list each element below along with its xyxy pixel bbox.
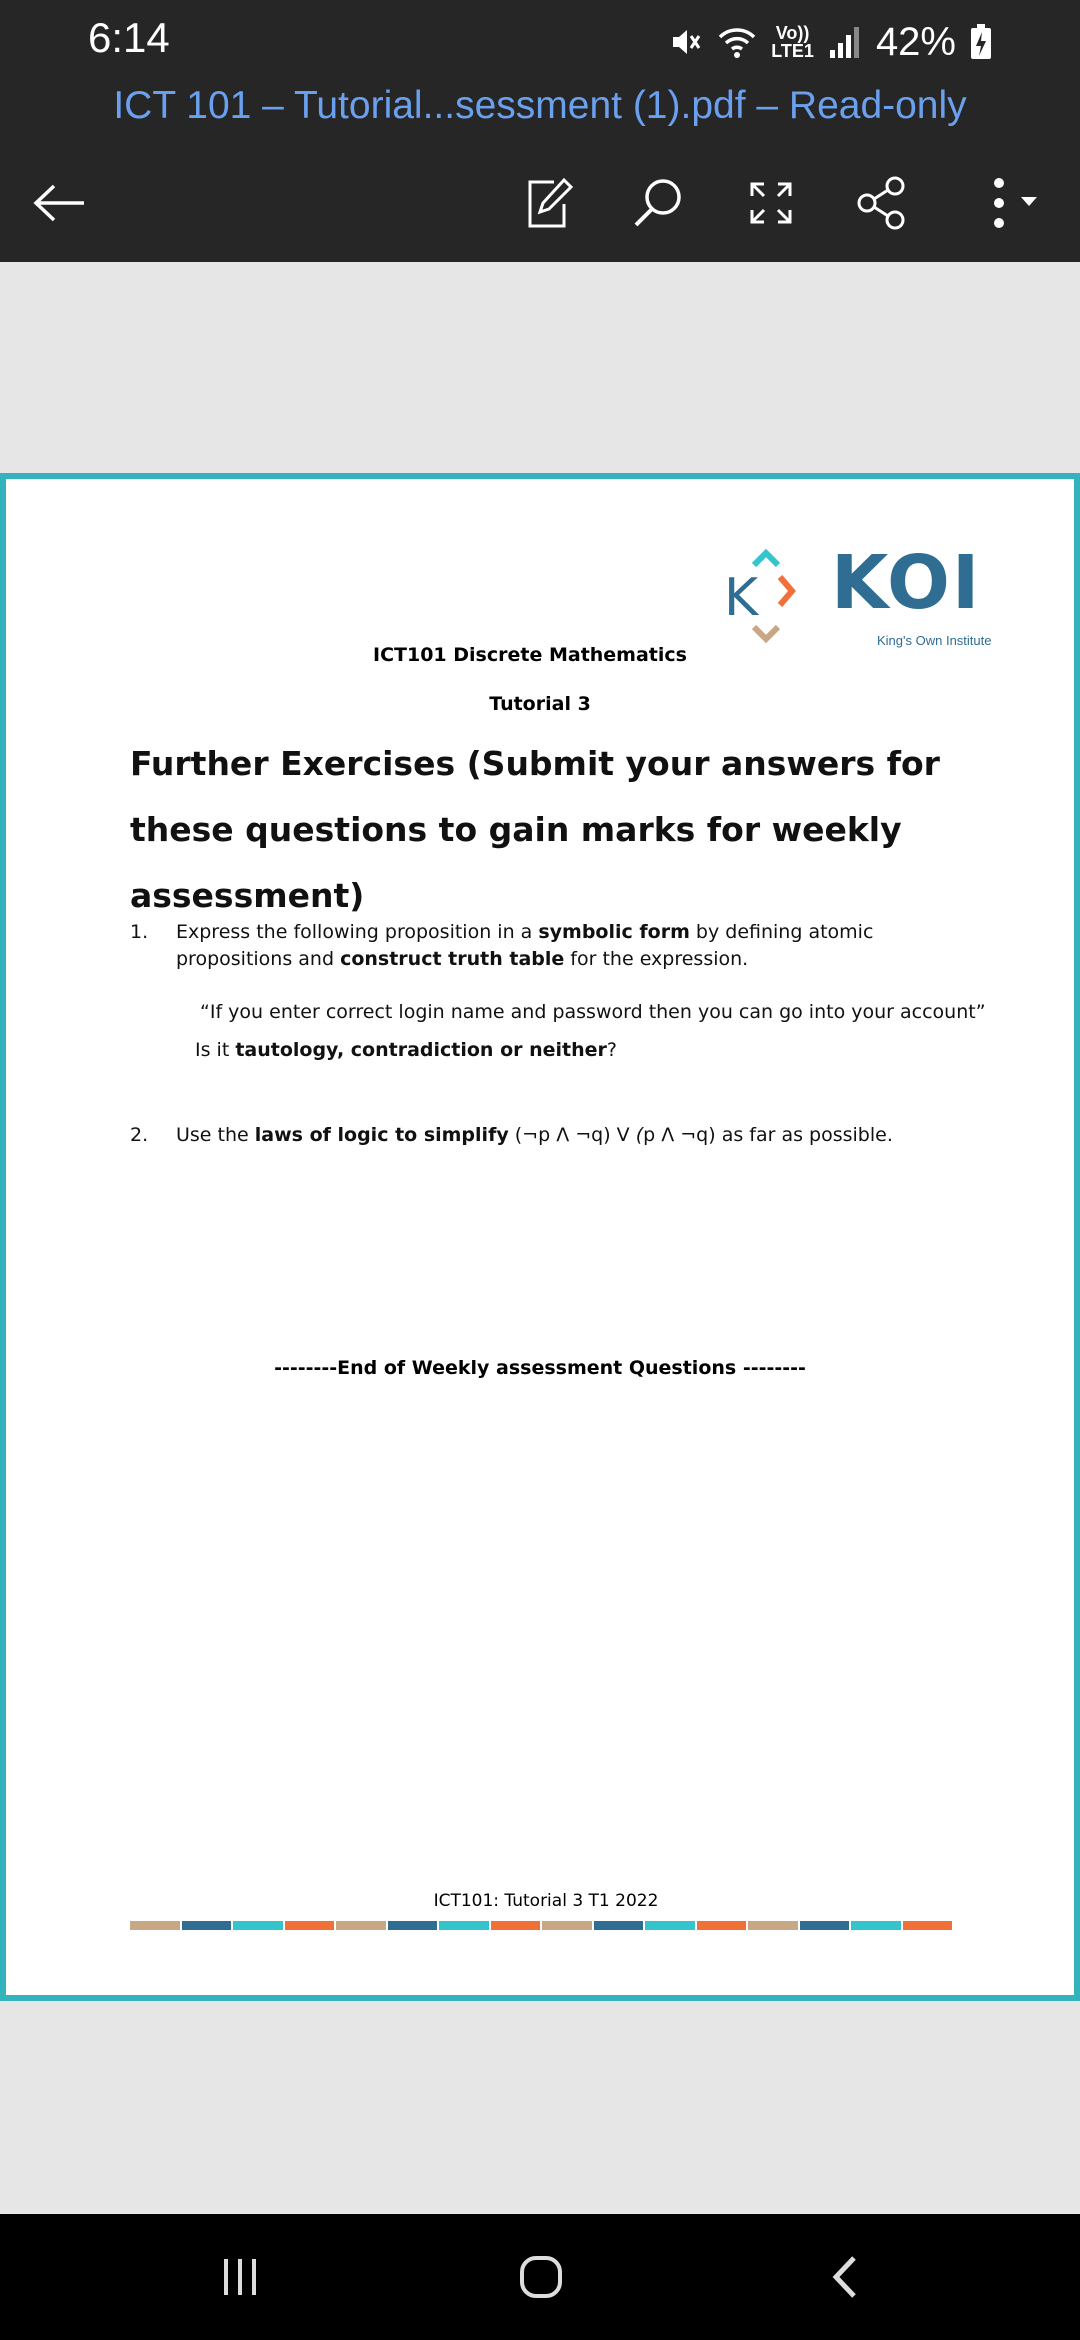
network-label xyxy=(771,24,814,60)
question-number: 2. xyxy=(130,1124,149,1146)
text-run: Express the following proposition in a xyxy=(176,921,539,943)
text-run: (¬p Λ ¬q) V xyxy=(508,1124,636,1146)
koi-logo xyxy=(720,539,992,659)
text-run: Use the xyxy=(176,1124,255,1146)
footer-bar-segment xyxy=(491,1921,541,1930)
recent-apps-icon[interactable] xyxy=(200,2242,280,2312)
text-run: ? xyxy=(606,1039,617,1061)
wifi-icon xyxy=(717,25,757,59)
status-icons xyxy=(669,16,992,68)
svg-text:K: K xyxy=(724,568,759,628)
page-footer: ICT101: Tutorial 3 T1 2022 xyxy=(433,1891,659,1911)
home-icon[interactable] xyxy=(501,2242,581,2312)
footer-bar-segment xyxy=(542,1921,592,1930)
share-icon[interactable] xyxy=(846,168,916,238)
bold-run: laws of logic to simplify xyxy=(254,1124,509,1146)
logo-text: KOI xyxy=(831,540,982,626)
tutorial-title: Tutorial 3 xyxy=(489,693,591,715)
end-of-questions-line: --------End of Weekly assessment Questions -------- xyxy=(274,1357,806,1379)
signal-icon xyxy=(828,24,862,60)
text-run: by defining atomic propositions and xyxy=(176,921,874,970)
footer-bar-segment xyxy=(233,1921,283,1930)
koi-logo-mark xyxy=(720,539,830,649)
footer-bar-segment xyxy=(439,1921,489,1930)
more-options-icon[interactable] xyxy=(966,168,1046,238)
question-text xyxy=(176,919,950,973)
back-arrow-icon[interactable] xyxy=(25,168,95,238)
battery-percent: 42% xyxy=(875,19,956,64)
battery-charging-icon xyxy=(970,24,992,60)
footer-bar-segment xyxy=(182,1921,232,1930)
bold-run: construct truth table xyxy=(340,948,565,970)
footer-bar-segment xyxy=(903,1921,953,1930)
bold-run: tautology, contradiction or neither xyxy=(235,1039,607,1061)
text-run: Is it xyxy=(195,1039,236,1061)
footer-color-bar xyxy=(130,1921,952,1930)
logo-subtitle: King's Own Institute xyxy=(877,633,992,648)
volte-label: Vo)) xyxy=(775,23,810,43)
question-number: 1. xyxy=(130,921,149,943)
section-heading: Further Exercises (Submit your answers for these questions to gain marks for weekly assessment) xyxy=(130,744,940,915)
fullscreen-icon[interactable] xyxy=(736,168,806,238)
search-icon[interactable] xyxy=(623,168,693,238)
question-1-quote: “If you enter correct login name and password then you can go into your account” xyxy=(200,1001,986,1023)
pdf-page[interactable] xyxy=(0,473,1080,2001)
question-1 xyxy=(130,919,950,973)
footer-bar-segment xyxy=(697,1921,747,1930)
lte-label: LTE1 xyxy=(771,41,814,61)
edit-icon[interactable] xyxy=(514,168,584,238)
footer-bar-segment xyxy=(130,1921,180,1930)
question-2 xyxy=(130,1122,950,1149)
text-run: for the expression. xyxy=(564,948,749,970)
course-title: ICT101 Discrete Mathematics xyxy=(373,644,687,666)
italic-run: ( xyxy=(635,1124,644,1146)
mute-icon xyxy=(669,25,703,59)
bold-run: symbolic form xyxy=(538,921,690,943)
footer-bar-segment xyxy=(851,1921,901,1930)
top-bar xyxy=(0,0,1080,262)
footer-bar-segment xyxy=(594,1921,644,1930)
footer-bar-segment xyxy=(388,1921,438,1930)
navigation-bar xyxy=(0,2214,1080,2340)
footer-bar-segment xyxy=(645,1921,695,1930)
question-1-ask xyxy=(195,1039,617,1061)
footer-bar-segment xyxy=(285,1921,335,1930)
document-title: ICT 101 – Tutorial...sessment (1).pdf – Read-only xyxy=(113,84,967,127)
back-icon[interactable] xyxy=(804,2242,884,2312)
footer-bar-segment xyxy=(800,1921,850,1930)
text-run: p Λ ¬q) as far as possible. xyxy=(643,1124,893,1146)
footer-bar-segment xyxy=(748,1921,798,1930)
question-text xyxy=(176,1122,950,1149)
status-time: 6:14 xyxy=(88,14,170,61)
footer-bar-segment xyxy=(336,1921,386,1930)
